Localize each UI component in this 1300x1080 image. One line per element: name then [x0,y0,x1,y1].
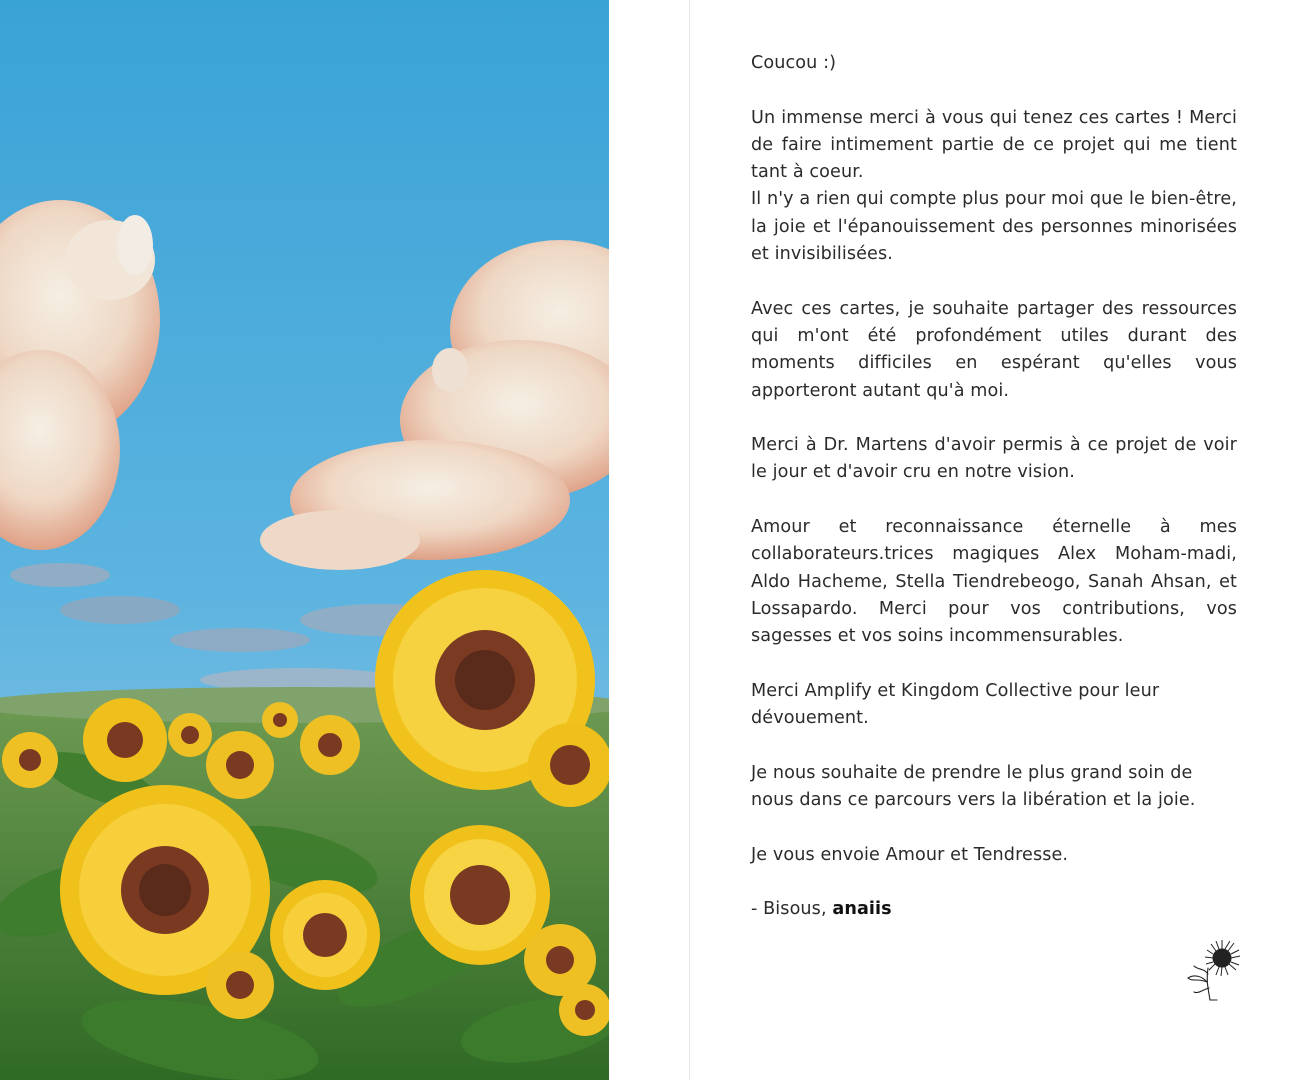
paragraph-thanks-line-1: Un immense merci à vous qui tenez ces cartes ! Merci de faire intimement partie de ce projet qui me tient tant à coeur. [751,107,1237,183]
paragraph-love: Je vous envoie Amour et Tendresse. [751,844,1069,865]
signoff [751,896,1237,923]
paragraph-collaborators: Amour et reconnaissance éternelle à mes collaborateurs.trices magiques Alex Moham-madi, Aldo Hacheme, Stella Tiendrebeogo, Sanah Ahsan, et Lossapardo. Merci pour vos contributions, vos sagesses et vos soins incommensurables. [751,517,1237,647]
paragraph-dr-martens: Merci à Dr. Martens d'avoir permis à ce projet de voir le jour et d'avoir cru en notre vision. [751,435,1237,483]
page-gutter [609,0,689,1080]
letter-card [689,0,1300,1080]
paragraph-thanks-line-2: Il n'y a rien qui compte plus pour moi que le bien-être, la joie et l'épanouissement des personnes minorisées et invisibilisées. [751,189,1237,265]
sunflower-sketch-icon [1184,938,1246,1006]
paragraph-care: Je nous souhaite de prendre le plus grand soin de nous dans ce parcours vers la libération et la joie. [751,762,1196,811]
paragraph-resources: Avec ces cartes, je souhaite partager des ressources qui m'ont été profondément utiles durant des moments difficiles en espérant qu'elles vous apporteront autant qu'à moi. [751,298,1237,401]
paragraph-thanks [751,105,1237,269]
sunflower-painting [0,0,609,1080]
greeting: Coucou :) [751,53,837,73]
signoff-text: - Bisous, [751,899,833,920]
signature-name: anaiis [832,899,892,920]
sunflower-field-illustration [0,0,609,1080]
paragraph-amplify: Merci Amplify et Kingdom Collective pour leur dévouement. [751,680,1160,729]
letter-text [751,50,1237,951]
